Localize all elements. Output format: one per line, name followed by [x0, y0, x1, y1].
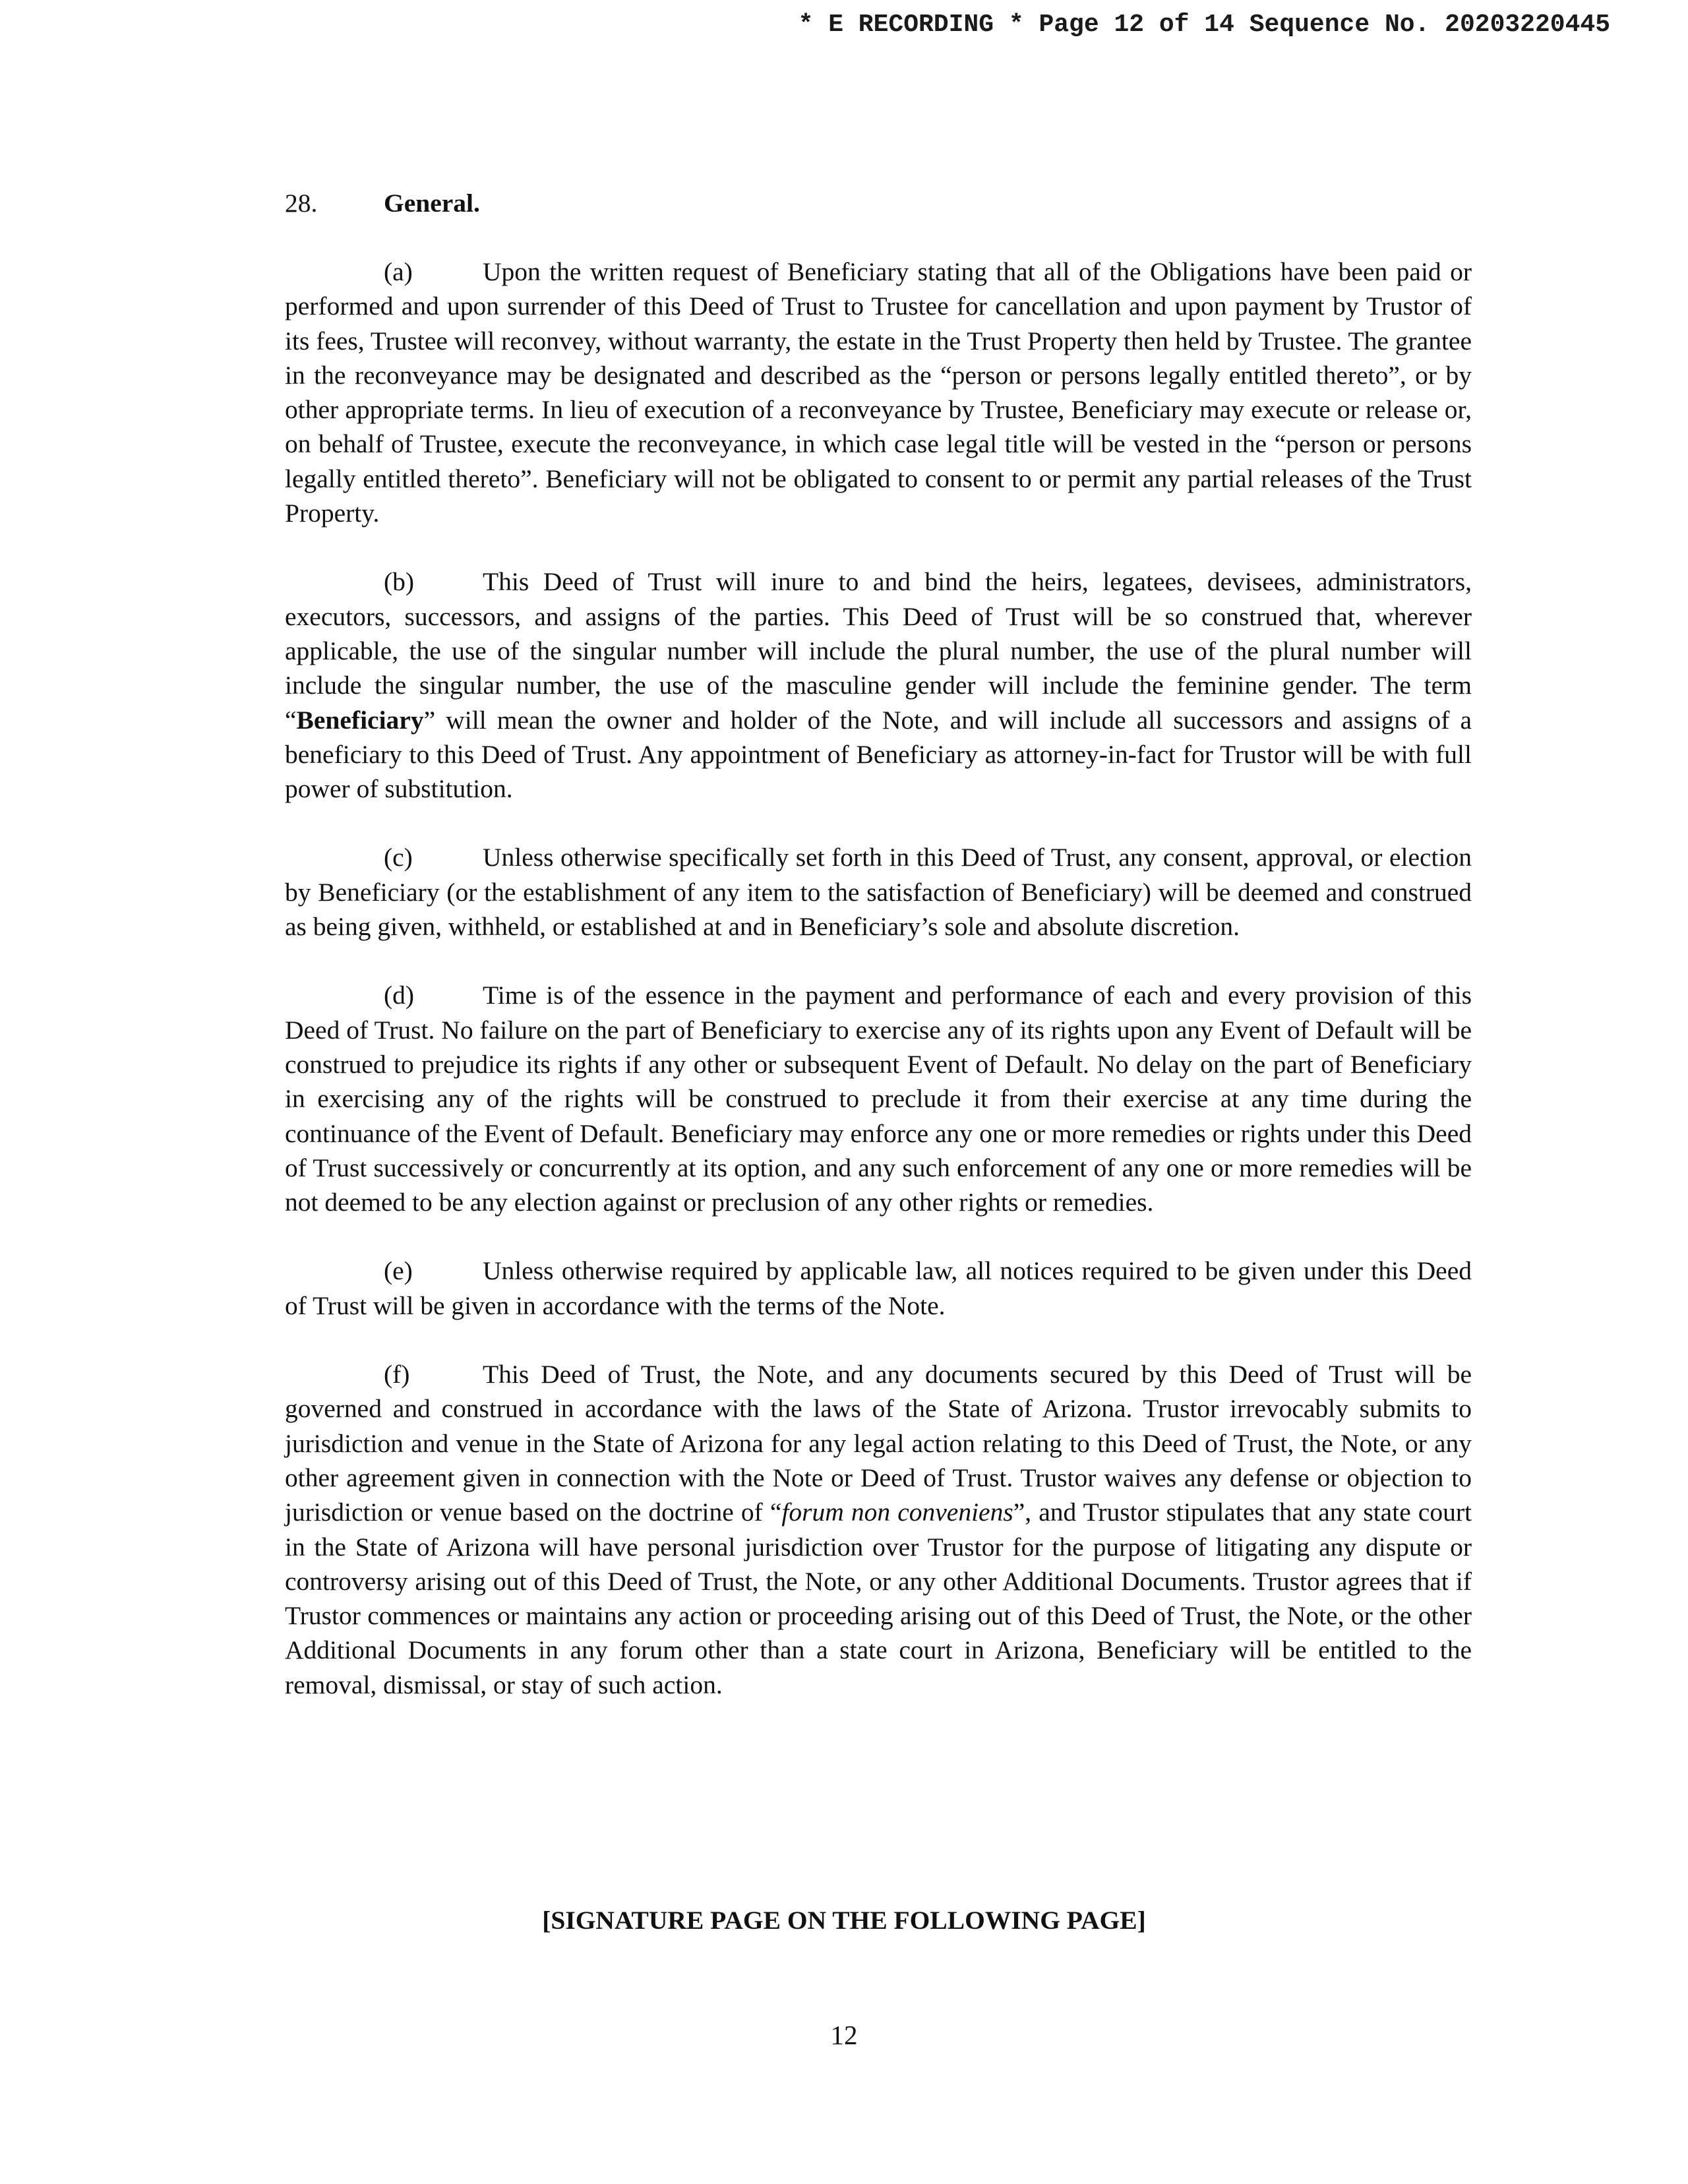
paragraph-text: ” will mean the owner and holder of the Note, and will include all successors and assigns of a beneficiary to this Deed of Trust. Any appointment of Beneficiary as attorney-in-fact for Trustor will be with full power of substitution. — [285, 705, 1472, 804]
section-number: 28. — [285, 189, 318, 218]
document-body — [285, 186, 1472, 1736]
paragraph-text: Unless otherwise required by applicable law, all notices required to be given under this Deed of Trust will be given in accordance with the terms of the Note. — [285, 1256, 1472, 1320]
paragraph-d — [285, 978, 1472, 1219]
paragraph-e — [285, 1254, 1472, 1323]
paragraph-label: (b) — [384, 567, 415, 597]
section-title: General. — [384, 189, 480, 218]
paragraph-label: (d) — [384, 981, 415, 1010]
paragraph-label: (a) — [384, 257, 413, 286]
latin-term: forum non conveniens — [781, 1498, 1013, 1527]
defined-term: Beneficiary — [296, 705, 424, 735]
paragraph-label: (c) — [384, 843, 413, 872]
signature-page-note: [SIGNATURE PAGE ON THE FOLLOWING PAGE] — [542, 1906, 1146, 1935]
paragraph-text: This Deed of Trust will inure to and bind the heirs, legatees, devisees, administrators, executors, successors, and assigns of the parties. This Deed of Trust will be so construed that, wherever applicable, the use of the singular number will include the plural number, the use of the plural number will include the singular number, the use of the masculine gender will include the feminine gender. The term “ — [285, 567, 1472, 735]
paragraph-a — [285, 255, 1472, 530]
page-number: 12 — [830, 2020, 858, 2050]
paragraph-text: Unless otherwise specifically set forth in this Deed of Trust, any consent, approval, or election by Beneficiary (or the establishment of any item to the satisfaction of Beneficiary) will be deemed and construed as being given, withheld, or established at and in Beneficiary’s sole and absolute discretion. — [285, 843, 1472, 942]
section-heading — [285, 186, 1472, 220]
paragraph-label: (e) — [384, 1256, 413, 1286]
paragraph-text: Time is of the essence in the payment and performance of each and every provision of this Deed of Trust. No failure on the part of Beneficiary to exercise any of its rights upon any Event of Default will be construed to prejudice its rights if any other or subsequent Event of Default. No delay on the part of Beneficiary in exercising any of the rights will be construed to preclude it from their exercise at any time during the continuance of the Event of Default. Beneficiary may enforce any one or more remedies or rights under this Deed of Trust successively or concurrently at its option, and any such enforcement of any one or more remedies will be not deemed to be any election against or preclusion of any other rights or remedies. — [285, 981, 1472, 1217]
paragraph-f — [285, 1357, 1472, 1702]
paragraph-c — [285, 840, 1472, 944]
paragraph-text: Upon the written request of Beneficiary stating that all of the Obligations have been paid or performed and upon surrender of this Deed of Trust to Trustee for cancellation and upon payment by Trustor of its fees, Trustee will reconvey, without warranty, the estate in the Trust Property then held by Trustee. The grantee in the reconveyance may be designated and described as the “person or persons legally entitled thereto”, or by other appropriate terms. In lieu of execution of a reconveyance by Trustee, Beneficiary may execute or release or, on behalf of Trustee, execute the reconveyance, in which case legal title will be vested in the “person or persons legally entitled thereto”. Beneficiary will not be obligated to consent to or permit any partial releases of the Trust Property. — [285, 257, 1472, 528]
paragraph-text: This Deed of Trust, the Note, and any documents secured by this Deed of Trust will be governed and construed in accordance with the laws of the State of Arizona. Trustor irrevocably submits to jurisdiction and venue in the State of Arizona for any legal action relating to this Deed of Trust, the Note, or any other agreement given in connection with the Note or Deed of Trust. Trustor waives any defense or objection to jurisdiction or venue based on the doctrine of “ — [285, 1360, 1472, 1527]
paragraph-text: ”, and Trustor stipulates that any state court in the State of Arizona will have personal jurisdiction over Trustor for the purpose of litigating any dispute or controversy arising out of this Deed of Trust, the Note, or any other Additional Documents. Trustor agrees that if Trustor commences or maintains any action or proceeding arising out of this Deed of Trust, the Note, or the other Additional Documents in any forum other than a state court in Arizona, Beneficiary will be entitled to the removal, dismissal, or stay of such action. — [285, 1498, 1472, 1699]
paragraph-b — [285, 564, 1472, 806]
paragraph-label: (f) — [384, 1360, 410, 1389]
recording-header: * E RECORDING * Page 12 of 14 Sequence No. 20203220445 — [798, 11, 1610, 39]
